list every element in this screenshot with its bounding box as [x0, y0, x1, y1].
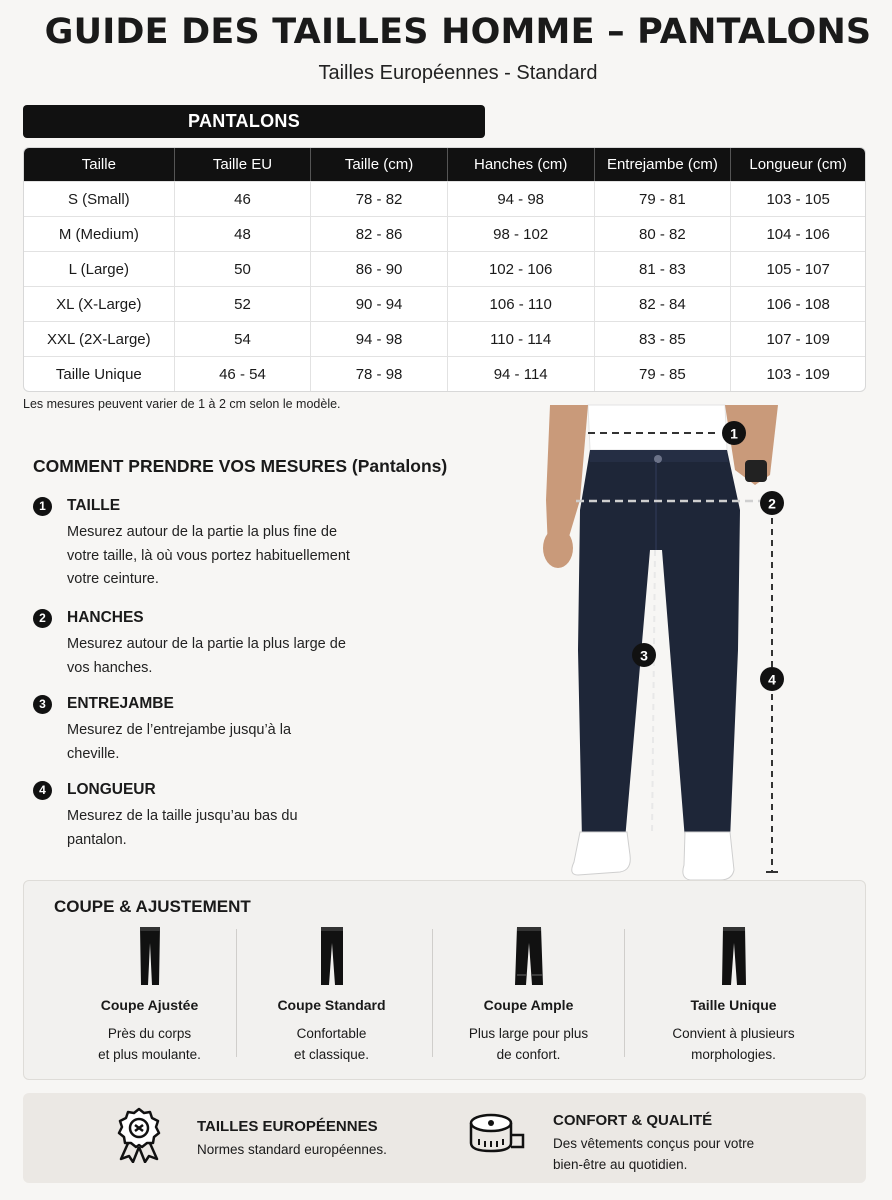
svg-text:4: 4 — [768, 671, 776, 688]
col-header: Hanches (cm) — [448, 148, 595, 181]
step-heading: HANCHES — [67, 609, 144, 626]
step-description: Mesurez autour de la partie la plus fine de votre taille, là où vous portez habituellement votre ceinture. — [67, 524, 350, 587]
table-cell: 78 - 98 — [311, 356, 448, 391]
fit-desc-line: morphologies. — [691, 1047, 776, 1062]
table-cell: XL (X-Large) — [24, 286, 175, 321]
fit-desc-line: et classique. — [293, 1047, 370, 1062]
table-cell: 78 - 82 — [311, 181, 448, 216]
table-cell: 94 - 98 — [311, 321, 448, 356]
fit-desc-line: Confortable — [296, 1026, 367, 1041]
fit-panel — [23, 880, 866, 1080]
step-heading: LONGUEUR — [67, 781, 156, 798]
table-cell: 46 — [175, 181, 312, 216]
table-cell: 90 - 94 — [311, 286, 448, 321]
table-cell: 98 - 102 — [448, 216, 595, 251]
step-hanches — [33, 609, 363, 679]
step-number-badge: 2 — [33, 609, 52, 628]
step-description: Mesurez de l’entrejambe jusqu’à la cheville. — [67, 722, 292, 762]
features-panel — [23, 1093, 866, 1183]
fit-desc-line: de confort. — [496, 1047, 561, 1062]
col-header: Taille EU — [175, 148, 312, 181]
fit-name: Coupe Standard — [277, 997, 386, 1013]
table-cell: L (Large) — [24, 251, 175, 286]
step-longueur — [33, 781, 363, 851]
svg-text:3: 3 — [640, 647, 648, 664]
fit-name: Taille Unique — [690, 997, 777, 1013]
step-number-badge: 4 — [33, 781, 52, 800]
standard-pants-icon — [316, 925, 348, 987]
fit-description — [431, 1023, 626, 1065]
fit-title: COUPE & AJUSTEMENT — [54, 897, 251, 916]
step-description: Mesurez de la taille jusqu’au bas du pantalon. — [67, 808, 298, 848]
table-cell: 46 - 54 — [175, 356, 312, 391]
table-cell: 82 - 84 — [595, 286, 732, 321]
feature-description — [553, 1133, 754, 1175]
marker-badge-4 — [760, 667, 784, 691]
fit-desc-line: Près du corps — [107, 1026, 192, 1041]
step-heading: ENTREJAMBE — [67, 695, 174, 712]
table-cell: 50 — [175, 251, 312, 286]
table-cell: 105 - 107 — [731, 251, 865, 286]
table-cell: 83 - 85 — [595, 321, 732, 356]
fit-divider — [624, 929, 625, 1057]
table-cell: 106 - 110 — [448, 286, 595, 321]
table-row — [24, 286, 865, 321]
table-cell: 79 - 85 — [595, 356, 732, 391]
table-cell: 102 - 106 — [448, 251, 595, 286]
fit-item-unique — [636, 925, 831, 1060]
fit-desc-line: et plus moulante. — [98, 1047, 201, 1062]
fit-description — [52, 1023, 247, 1065]
loose-pants-icon — [513, 925, 545, 987]
feature-desc-line: bien-être au quotidien. — [553, 1157, 688, 1172]
table-cell: 80 - 82 — [595, 216, 732, 251]
page-subtitle: Tailles Européennes - Standard — [318, 62, 598, 84]
col-header: Taille (cm) — [311, 148, 448, 181]
table-cell: Taille Unique — [24, 356, 175, 391]
table-row — [24, 321, 865, 356]
table-cell: 106 - 108 — [731, 286, 865, 321]
step-entrejambe — [33, 695, 363, 765]
table-cell: 81 - 83 — [595, 251, 732, 286]
fit-name: Coupe Ample — [483, 997, 574, 1013]
table-cell: S (Small) — [24, 181, 175, 216]
marker-badge-3 — [632, 643, 656, 667]
step-heading: TAILLE — [67, 497, 121, 514]
table-row — [24, 356, 865, 391]
table-cell: M (Medium) — [24, 216, 175, 251]
how-to-measure-title: COMMENT PRENDRE VOS MESURES (Pantalons) — [33, 456, 448, 476]
section-header-pantalons: PANTALONS — [23, 105, 485, 138]
fit-name: Coupe Ajustée — [100, 997, 199, 1013]
size-table — [23, 147, 866, 392]
svg-text:1: 1 — [730, 425, 738, 442]
feature-title: TAILLES EUROPÉENNES — [197, 1118, 378, 1135]
step-taille — [33, 497, 363, 592]
fit-desc-line: Plus large pour plus — [468, 1026, 589, 1041]
fit-item-standard — [234, 925, 429, 1060]
feature-title: CONFORT & QUALITÉ — [553, 1112, 713, 1129]
svg-text:2: 2 — [768, 495, 776, 512]
fit-desc-line: Convient à plusieurs — [672, 1026, 795, 1041]
table-cell: 104 - 106 — [731, 216, 865, 251]
table-cell: 48 — [175, 216, 312, 251]
slim-pants-icon — [134, 925, 166, 987]
one-size-pants-icon — [718, 925, 750, 987]
model-pants-figure — [530, 400, 820, 880]
table-cell: 94 - 98 — [448, 181, 595, 216]
fit-description — [234, 1023, 429, 1065]
table-cell: 103 - 105 — [731, 181, 865, 216]
table-cell: XXL (2X-Large) — [24, 321, 175, 356]
table-cell: 107 - 109 — [731, 321, 865, 356]
table-cell: 82 - 86 — [311, 216, 448, 251]
table-cell: 94 - 114 — [448, 356, 595, 391]
table-header-row — [24, 148, 865, 181]
step-number-badge: 3 — [33, 695, 52, 714]
award-badge-icon — [117, 1107, 161, 1163]
step-description: Mesurez autour de la partie la plus large de vos hanches. — [67, 636, 346, 676]
step-number-badge: 1 — [33, 497, 52, 516]
page-title: GUIDE DES TAILLES HOMME – PANTALONS — [44, 12, 872, 52]
measuring-tape-icon — [469, 1113, 525, 1157]
table-cell: 54 — [175, 321, 312, 356]
fit-description — [636, 1023, 831, 1065]
table-cell: 52 — [175, 286, 312, 321]
marker-badge-2 — [760, 491, 784, 515]
measurement-note: Les mesures peuvent varier de 1 à 2 cm selon le modèle. — [23, 397, 341, 411]
feature-desc-line: Des vêtements conçus pour votre — [553, 1136, 755, 1151]
table-row — [24, 216, 865, 251]
table-row — [24, 181, 865, 216]
table-cell: 103 - 109 — [731, 356, 865, 391]
table-cell: 79 - 81 — [595, 181, 732, 216]
feature-description: Normes standard européennes. — [197, 1142, 387, 1157]
table-row — [24, 251, 865, 286]
col-header: Taille — [24, 148, 175, 181]
fit-item-ajustee — [52, 925, 247, 1060]
marker-badge-1 — [722, 421, 746, 445]
col-header: Entrejambe (cm) — [595, 148, 732, 181]
table-cell: 110 - 114 — [448, 321, 595, 356]
fit-item-ample — [431, 925, 626, 1060]
table-cell: 86 - 90 — [311, 251, 448, 286]
col-header: Longueur (cm) — [731, 148, 865, 181]
